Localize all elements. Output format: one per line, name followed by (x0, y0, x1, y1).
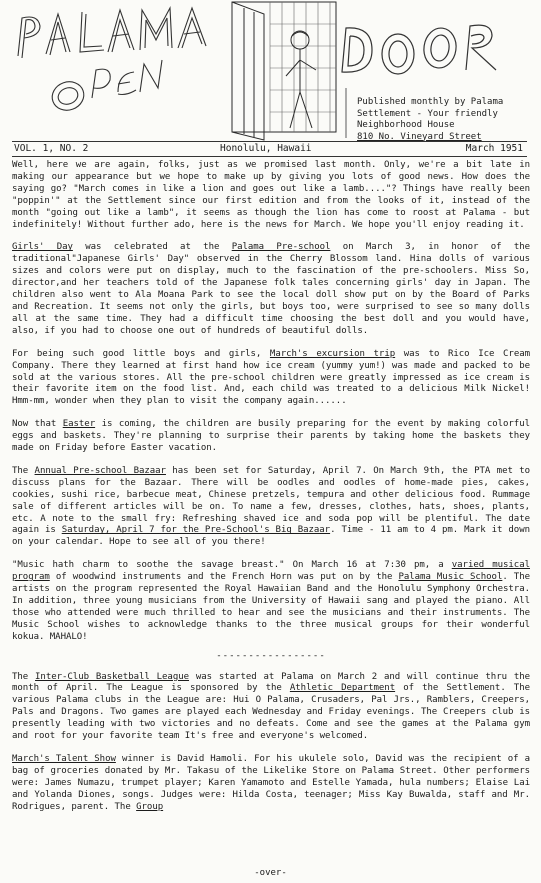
athletic-department: Athletic Department (289, 683, 396, 694)
bazaar-date: Saturday, April 7 for the Pre-School's Big Bazaar (61, 525, 331, 536)
music-article (12, 560, 530, 643)
excursion-text-2: was to Rico Ice Cream Company. There they learned at first hand how ice cream (yummy yum!) was made and packed to be sold at the various stores. All the pre-school children were greatly impressed as ice cream is their favorite item on the food list. And, each child was treated to a delicious Milk Nickel! Hmm-mm, wonder when they plan to visit the company again...... (12, 348, 531, 407)
intro-paragraph: Well, here we are again, folks, just as we promised last month. Only, we're a bit late in making our appearance but we hope to make up by giving you lots of good news. How does the saying go? "March comes in like a lion and goes out like a lamb...."? Things have really been "poppin'" at the Settlement since our first edition and from the looks of it, instead of the month "going out like a lamb", it seems as though the lion has come to roost at Palama - but indefinitely! Without further ado, here is the news for March. We hope you'll enjoy reading it. (12, 160, 530, 230)
over-note: -over- (254, 868, 287, 878)
talent-show-text: winner is David Hamoli. For his ukulele solo, David was the recipient of a bag of groceries donated by Mr. Takasu of the Likelike Store on Palama Street. Other performers were: James Numazu, trumpet player; Karen Yamamoto and Estelle Yamada, hula numbers; Elaise Lai and Yolanda Diones, songs. Judges were: Hilda Costa, teenager; Miss Kay Buwalda, staff and Mr. Rodrigues, parent. The (12, 753, 530, 812)
door-illustration (232, 2, 336, 140)
music-text-1: "Music hath charm to soothe the savage breast." On March 16 at 7:30 pm, a (12, 560, 452, 571)
dateline-place: Honolulu, Hawaii (220, 143, 312, 154)
basketball-heading: Inter-Club Basketball League (35, 671, 190, 682)
bazaar-text-2: has been set for Saturday, April 7. On March 9th, the PTA met to discuss plans for the Bazaar. There will be oodles and oodles of home-made pies, cakes, cookies, sushi rice, barbecue meat, Chinese pretzels, tempura and other delicious food. Rummage sale of different articles will be on. To name a few, dresses, clothes, hats, shoes, plants, etc. A note to the small fry: Refreshing shaved ice and soda pop will be plentiful. The date again is (12, 465, 530, 536)
girls-day-place: Palama Pre-school (231, 242, 331, 253)
bazaar-text-1: The (12, 465, 35, 476)
excursion-heading: March's excursion trip (269, 348, 396, 359)
newsletter-body (12, 160, 530, 825)
girls-day-article (12, 242, 530, 337)
bazaar-text-3: . Time - 11 am to 4 pm. Mark it down on your calendar. Hope to see all of you there! (12, 525, 530, 548)
basketball-text-1: The (12, 671, 36, 682)
excursion-text-1: For being such good little boys and girls, (12, 348, 270, 359)
palama-logo-lettering (18, 8, 206, 58)
easter-text-1: Now that (12, 419, 63, 430)
basketball-text-2: was started at Palama on March 2 and will continue thru the month of April. The League is sponsored by the (12, 671, 531, 694)
open-logo-lettering (48, 60, 162, 115)
talent-show-tail: Group (136, 801, 164, 812)
girls-day-heading: Girls' Day (12, 242, 73, 253)
publisher-line-3: Neighborhood House (357, 120, 455, 130)
publisher-info (357, 97, 503, 143)
easter-article (12, 419, 530, 455)
music-text-3: . The artists on the program represented the Royal Hawaiian Band and the Honolulu Symphony Orchestra. In addition, three young musicians from the University of Hawaii sang and played the piano. All those who attended were much thrilled to hear and see the musicians and their instruments. The Music School wishes to acknowledge thanks to the three musical groups for their wonderful kokua. MAHALO! (12, 572, 530, 642)
basketball-article (12, 672, 530, 743)
easter-text-2: is coming, the children are busily preparing for the event by making colorful eggs and baskets. They're planning to surprise their parents by taking home the baskets they made on Friday before Easter vacation. (12, 419, 530, 454)
volume-number: VOL. 1, NO. 2 (14, 143, 89, 154)
section-separator: ----------------- (216, 650, 326, 661)
door-logo-lettering (342, 25, 496, 74)
masthead (0, 0, 541, 150)
talent-show-heading: March's Talent Show (12, 753, 116, 764)
girls-day-text-2: on March 3, in honor of the traditional"Japanese Girls' Day" observed in the Cherry Blossom land. Hina dolls of various sizes and colors were put on display, much to the fascination of the pre-schoolers. Miss So, director,and her teachers told of the Japanese folk tales concerning girls' day in Japan. The children also went to Ala Moana Park to see the local doll show put on by the Board of Parks and Recreation. It seems not only the girls, but boys too, were surprised to see so many dolls all at the same time. They had a difficult time choosing the best doll and you would have, also, if you had to choose one out of hundreds of beautiful dolls. (12, 242, 531, 336)
dateline-date: March 1951 (465, 143, 523, 154)
publisher-line-1: Published monthly by Palama (357, 97, 504, 107)
easter-heading: Easter (62, 419, 96, 430)
bazaar-heading: Annual Pre-school Bazaar (34, 465, 166, 476)
publisher-line-2: Settlement - Your friendly (357, 108, 498, 119)
music-text-2: of woodwind instruments and the French Horn was put on by the (49, 572, 399, 583)
talent-show-article (12, 754, 530, 814)
music-heading: varied musical program (12, 560, 530, 583)
music-school-name: Palama Music School (398, 572, 503, 583)
bazaar-article (12, 466, 530, 549)
basketball-text-3: of the Settlement. The various Palama clubs in the League are: Hui O Palama, Crusaders, Pal Jrs., Ramblers, Creepers, Pals and Dragons. Two games are played each Wednesday and Friday evenings. The Creepers club is presently leading with two victories and no defeats. Come and see the games at the Palama gym and root for your favorite team It's free and everyone's welcomed. (12, 683, 530, 742)
dateline (12, 141, 527, 157)
publisher-address: 810 No. Vineyard Street (357, 131, 482, 142)
girls-day-text-1: was celebrated at the (72, 242, 232, 253)
excursion-article (12, 349, 530, 409)
